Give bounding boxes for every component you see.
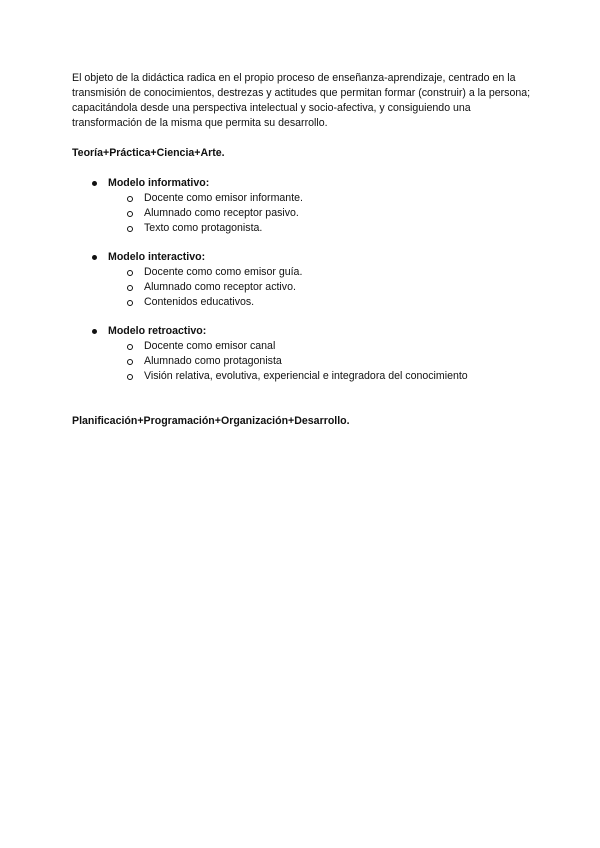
hollow-bullet-icon (127, 226, 133, 232)
heading-planificacion: Planificación+Programación+Organización+Desarrollo. (72, 415, 350, 427)
list-item (108, 369, 534, 384)
list-item (108, 295, 534, 310)
list-item-text: Alumnado como protagonista (144, 355, 282, 367)
list-item (108, 265, 534, 280)
list-item (108, 280, 534, 295)
filled-bullet-icon (92, 255, 97, 260)
list-item-text: Alumnado como receptor pasivo. (144, 207, 299, 219)
filled-bullet-icon (92, 181, 97, 186)
model-interactivo (72, 250, 534, 310)
models-list (72, 176, 534, 384)
list-item-text: Texto como protagonista. (144, 222, 263, 234)
hollow-bullet-icon (127, 196, 133, 202)
model-informativo (72, 176, 534, 236)
document-page (72, 71, 534, 429)
list-item-text: Docente como emisor informante. (144, 192, 303, 204)
model-title: Modelo retroactivo: (108, 325, 207, 337)
hollow-bullet-icon (127, 211, 133, 217)
model-title: Modelo informativo: (108, 177, 210, 189)
hollow-bullet-icon (127, 359, 133, 365)
list-item-text: Visión relativa, evolutiva, experiencial e integradora del conocimiento (144, 370, 468, 382)
list-item-text: Contenidos educativos. (144, 296, 255, 308)
hollow-bullet-icon (127, 374, 133, 380)
model-subitems (108, 265, 534, 310)
hollow-bullet-icon (127, 285, 133, 291)
hollow-bullet-icon (127, 270, 133, 276)
model-retroactivo (72, 324, 534, 384)
hollow-bullet-icon (127, 300, 133, 306)
list-item-text: Docente como emisor canal (144, 340, 276, 352)
intro-paragraph: El objeto de la didáctica radica en el propio proceso de enseñanza-aprendizaje, centrado en la transmisión de conocimientos, destrezas y actitudes que permitan formar (construir) a la persona; capacitándola desde una perspectiva intelectual y socio-afectiva, y consiguiendo una transformación de la misma que permita su desarrollo. (72, 72, 531, 129)
list-item (108, 221, 534, 236)
model-subitems (108, 191, 534, 236)
model-subitems (108, 339, 534, 384)
filled-bullet-icon (92, 329, 97, 334)
model-title: Modelo interactivo: (108, 251, 206, 263)
list-item (108, 206, 534, 221)
list-item (108, 191, 534, 206)
list-item (108, 354, 534, 369)
list-item-text: Alumnado como receptor activo. (144, 281, 296, 293)
heading-teoria: Teoría+Práctica+Ciencia+Arte. (72, 147, 225, 159)
list-item (108, 339, 534, 354)
list-item-text: Docente como como emisor guía. (144, 266, 303, 278)
hollow-bullet-icon (127, 344, 133, 350)
